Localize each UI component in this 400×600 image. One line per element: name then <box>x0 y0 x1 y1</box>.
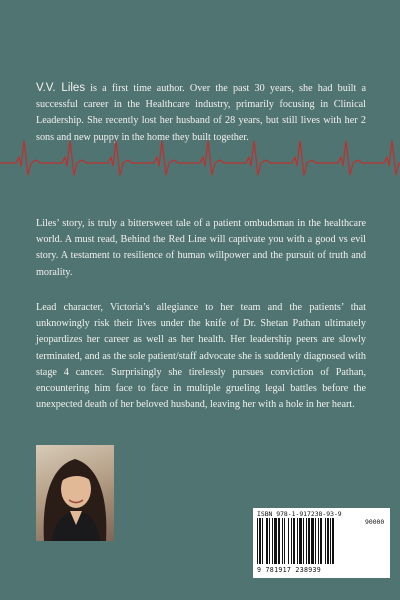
description-paragraph-1: Liles’ story, is truly a bittersweet tale of a patient ombudsman in the healthcare world. A must read, Behind the Red Line will captivate you with a good vs evil story. A testament to resilience of human willpower and the pursuit of truth and morality. <box>36 218 366 278</box>
barcode-digits: 9 781917 238939 <box>257 566 322 574</box>
author-photo <box>36 445 114 541</box>
isbn-label: ISBN 978-1-917238-93-9 <box>257 510 342 518</box>
heartbeat-line <box>0 133 400 193</box>
isbn-barcode <box>253 508 390 578</box>
price-code: 90000 <box>365 518 385 526</box>
author-bio-text: is a first time author. Over the past 30 years, she had built a successful career in the Healthcare industry, primarily focusing in Clinical Leadership. She recently lost her husband of 28 years, but still lives with her 2 sons and new puppy in the home they built together. <box>36 83 366 143</box>
author-name: V.V. Liles <box>36 82 86 94</box>
description-paragraph-2: Lead character, Victoria’s allegiance to her team and the patients’ that unknowingly risk their lives under the knife of Dr. Shetan Pathan ultimately jeopardizes her career as well as her health. Her leadership peers are slowly terminated, and as the sole patient/staff advocate she is suddenly diagnosed with stage 4 cancer. Surprisingly she tirelessly pursues conviction of Pathan, encountering him face to face in multiple grueling legal battles before the unexpected death of her beloved husband, leaving her with a hole in her heart. <box>36 302 366 411</box>
barcode-bars <box>257 518 363 566</box>
